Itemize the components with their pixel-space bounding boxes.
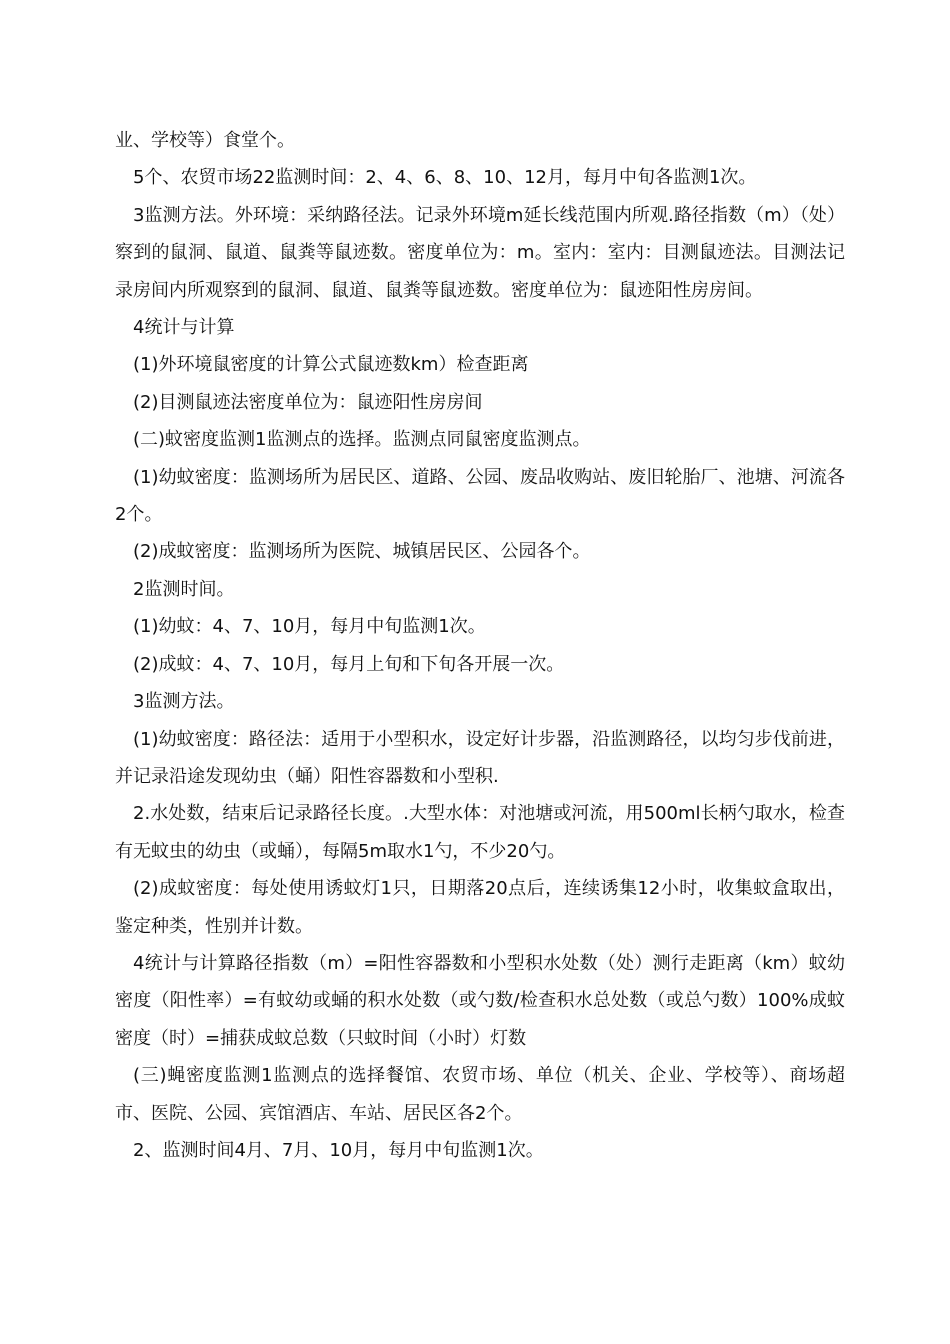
paragraph: 2、监测时间4月、7月、10月，每月中旬监测1次。 — [133, 1139, 544, 1161]
paragraph: (2)成蚊：4、7、10月，每月上旬和下旬各开展一次。 — [133, 653, 565, 675]
paragraph: (1)幼蚊：4、7、10月，每月中旬监测1次。 — [133, 616, 486, 638]
paragraph: 4统计与计算 — [133, 317, 235, 339]
paragraph: (2)目测鼠迹法密度单位为：鼠迹阳性房房间 — [133, 391, 483, 413]
paragraph: (二)蚊密度监测1监测点的选择。监测点同鼠密度监测点。 — [133, 429, 591, 451]
paragraph: (三)蝇密度监测1监测点的选择餐馆、农贸市场、单位（机关、企业、学校等）、商场超市、医院、公园、宾馆酒店、车站、居民区各2个。 — [115, 1065, 845, 1124]
paragraph: 2.水处数，结束后记录路径长度。.大型水体：对池塘或河流，用500ml长柄勺取水，检查有无蚊虫的幼虫（或蛹），每隔5m取水1勺，不少20勺。 — [115, 803, 845, 862]
paragraph: (1)幼蚊密度：监测场所为居民区、道路、公园、废品收购站、废旧轮胎厂、池塘、河流各2个。 — [115, 466, 845, 526]
paragraph: 3监测方法。外环境：采纳路径法。记录外环境m延长线范围内所观.路径指数（m）（处）察到的鼠洞、鼠道、鼠粪等鼠迹数。密度单位为：m。室内：室内：目测鼠迹法。目测法记录房间内所观察到的鼠洞、鼠道、鼠粪等鼠迹数。密度单位为：鼠迹阳性房房间。 — [115, 204, 845, 301]
paragraph: (1)幼蚊密度：路径法：适用于小型积水，设定好计步器，沿监测路径，以均匀步伐前进，并记录沿途发现幼虫（蛹）阳性容器数和小型积. — [115, 728, 845, 787]
paragraph: 3监测方法。 — [133, 691, 235, 713]
paragraph: (2)成蚊密度：监测场所为医院、城镇居民区、公园各个。 — [133, 541, 591, 563]
paragraph: (2)成蚊密度：每处使用诱蚊灯1只，日期落20点后，连续诱集12小时，收集蚊盒取出，鉴定种类，性别并计数。 — [115, 878, 845, 937]
paragraph: (1)外环境鼠密度的计算公式鼠迹数km）检查距离 — [133, 354, 529, 376]
paragraph: 业、学校等）食堂个。 — [115, 130, 295, 151]
paragraph: 5个、农贸市场22监测时间：2、4、6、8、10、12月，每月中旬各监测1次。 — [133, 167, 757, 189]
paragraph: 2监测时间。 — [133, 578, 235, 600]
document-body — [115, 122, 845, 1169]
paragraph: 4统计与计算路径指数（m）=阳性容器数和小型积水处数（处）测行走距离（km）蚊幼密度（阳性率）=有蚊幼或蛹的积水处数（或勺数/检查积水总处数（或总勺数）100%成蚊密度（时）=捕获成蚊总数（只蚊时间（小时）灯数 — [115, 952, 845, 1049]
